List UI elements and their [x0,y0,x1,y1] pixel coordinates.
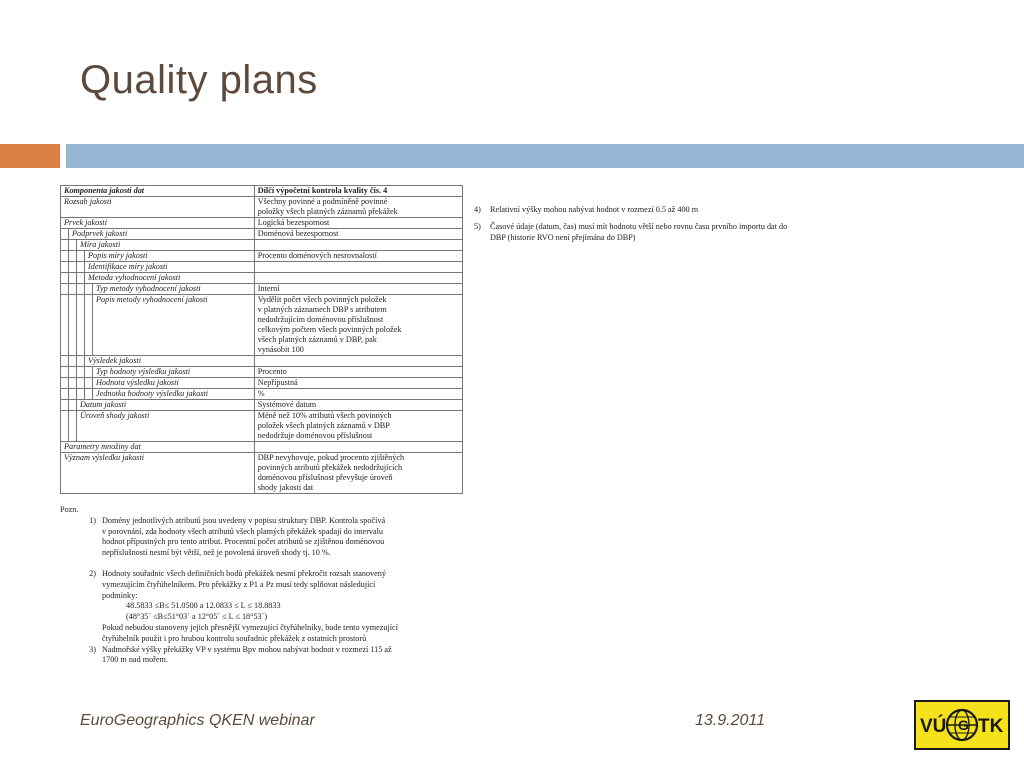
note-line: Relativní výšky mohou nabývat hodnot v rozmezí 0.5 až 400 m [490,205,699,214]
indent-cell [61,367,69,378]
indent-cell [69,378,77,389]
table-row [61,229,463,240]
logo-text-left: VÚ [920,716,947,737]
indent-cell [61,378,69,389]
value-line: % [257,389,265,398]
value-line: Interní [257,284,280,293]
table-row [61,442,463,453]
value-line: položky všech platných záznamů překážek [257,207,398,216]
indent-cell [69,262,77,273]
footer-event: EuroGeographics QKEN webinar [80,712,315,729]
note-formula: (48°35´ ≤B≤51°03´ a 12°05´ ≤ L ≤ 18°53´) [126,612,268,622]
indent-cell [77,389,85,400]
indent-cell [69,389,77,400]
indent-cell [61,389,69,400]
indent-cell [85,295,93,356]
value-line: Procento doménových nesrovnalostí [257,251,377,260]
value-line: Nepřípustná [257,378,298,387]
value-line: doménovou příslušnost převyšuje úroveň [257,473,393,482]
indent-cell [69,356,77,367]
component-value [254,400,462,411]
note-line: podmínky: [102,590,138,600]
vugtk-logo [914,700,1010,750]
indent-cell [61,262,69,273]
table-header-row [61,186,463,197]
value-line: shody jakosti dat [257,483,314,492]
component-label: Výsledek jakosti [85,356,255,367]
component-label: Popis metody vyhodnocení jakosti [93,295,255,356]
component-value [254,251,462,262]
component-label: Rozsah jakosti [61,197,255,218]
component-label: Identifikace míry jakosti [85,262,255,273]
indent-cell [77,251,85,262]
note-5 [474,222,934,244]
component-value [254,295,462,356]
note-line: Hodnoty souřadnic všech definičních bodů překážek nesmí překročit rozsah stanovený [102,568,386,578]
indent-cell [61,411,69,442]
table-row [61,218,463,229]
component-label: Míra jakosti [77,240,255,251]
value-line: vynásobit 100 [257,345,304,354]
component-value [254,197,462,218]
quality-table [60,185,463,494]
component-value [254,411,462,442]
value-line: Doménová bezespornost [257,229,339,238]
component-label: Význam výsledku jakosti [61,453,255,494]
value-line: Méně než 10% atributů všech povinných [257,411,392,420]
indent-cell [77,284,85,295]
note-line: v porovnání, zda hodnoty všech atributů všech platných překážek spadají do intervalu [102,526,384,536]
indent-cell [85,378,93,389]
indent-cell [61,229,69,240]
value-line: Vydělit počet všech povinných položek [257,295,387,304]
indent-cell [77,295,85,356]
indent-cell [85,389,93,400]
note-line: Domény jednotlivých atributů jsou uvedeny v popisu struktury DBP. Kontrola spočívá [102,515,386,525]
accent-bar-orange [0,144,60,168]
value-line [258,273,459,283]
note-number: 1) [89,515,96,525]
table-row [61,251,463,262]
accent-bar-blue [66,144,1024,168]
indent-cell [69,284,77,295]
note-line: nepříslušností nesmí být větší, než je povolená úroveň shody tj. 10 %. [102,548,331,558]
component-value [254,284,462,295]
component-value [254,378,462,389]
value-line: položek všech platných záznamů v DBP [257,421,390,430]
indent-cell [69,367,77,378]
component-label: Typ metody vyhodnocení jakosti [93,284,255,295]
note-line: hodnot přípustných pro tento atribut. Procentní počet atributů se zjištěnou doménovou [102,537,385,547]
component-label: Typ hodnoty výsledku jakosti [93,367,255,378]
indent-cell [77,356,85,367]
table-row [61,284,463,295]
indent-cell [69,411,77,442]
slide-title: Quality plans [80,58,318,102]
value-line: Logická bezespornost [257,218,330,227]
note-number: 5) [474,221,481,231]
indent-cell [61,284,69,295]
table-row [61,400,463,411]
component-label: Hodnota výsledku jakosti [93,378,255,389]
component-value [254,453,462,494]
footer-date: 13.9.2011 [695,712,765,729]
table-row [61,356,463,367]
note-line: Nadmořské výšky překážky VP v systému Bpv mohou nabývat hodnot v rozmezí 115 až [102,644,392,654]
indent-cell [69,273,77,284]
value-line: nedodržujícím doménovou příslušnost [257,315,384,324]
indent-cell [61,251,69,262]
table-row [61,197,463,218]
note-number: 3) [89,644,96,654]
indent-cell [61,295,69,356]
note-2 [60,569,480,601]
note-number: 2) [89,568,96,578]
component-label: Parametry množiny dat [61,442,255,453]
component-value [254,356,462,367]
indent-cell [69,240,77,251]
indent-cell [77,378,85,389]
component-value [254,367,462,378]
value-line: celkovým počtem všech povinných položek [257,325,402,334]
value-line [258,442,459,452]
note-line: DBP (historie RVO není přejímána do DBP) [490,232,636,242]
component-label: Popis míry jakosti [85,251,255,262]
indent-cell [85,367,93,378]
indent-cell [61,273,69,284]
component-value [254,389,462,400]
component-value [254,442,462,453]
value-line: povinných atributů překážek nedodržujících [257,463,403,472]
note-3 [60,645,480,667]
component-label: Datum jakosti [77,400,255,411]
value-line: Všechny povinné a podmíněně povinné [257,197,388,206]
note-1 [60,516,480,559]
component-label: Metoda vyhodnocení jakosti [85,273,255,284]
indent-cell [61,400,69,411]
indent-cell [85,284,93,295]
table-row [61,367,463,378]
component-value [254,218,462,229]
note-formula: 48.5833 ≤B≤ 51.0500 a 12.0833 ≤ L ≤ 18.8833 [126,601,281,611]
component-value [254,262,462,273]
note-line: 1700 m nad mořem. [102,655,168,665]
component-value [254,229,462,240]
table-row [61,295,463,356]
component-label: Podprvek jakosti [69,229,255,240]
note-line: čtyřúhelník použit i pro hrubou kontrolu souřadnic překážek z ostatních prostorů [102,633,367,643]
indent-cell [69,400,77,411]
table-row [61,262,463,273]
note-line: vymezujícím čtyřúhelníkem. Pro překážky z P1 a Pz musí tedy splňovat následující [102,579,376,589]
table-header-left: Komponenta jakosti dat [61,186,255,197]
table-header-right: Dílčí výpočetní kontrola kvality čís. 4 [254,186,462,197]
table-row [61,411,463,442]
indent-cell [77,262,85,273]
indent-cell [69,251,77,262]
note-4 [474,205,934,216]
component-label: Prvek jakosti [61,218,255,229]
table-row [61,389,463,400]
component-value [254,273,462,284]
indent-cell [61,356,69,367]
indent-cell [77,367,85,378]
value-line [258,240,459,250]
note-number: 4) [474,205,481,214]
value-line: v platných záznamech DBP s atributem [257,305,387,314]
value-line: DBP nevyhovuje, pokud procento zjištěných [257,453,405,462]
value-line: nedodržuje doménovou příslušnost [257,431,373,440]
table-row [61,240,463,251]
component-value [254,240,462,251]
table-row [61,378,463,389]
indent-cell [61,240,69,251]
component-label: Jednotka hodnoty výsledku jakosti [93,389,255,400]
right-notes-block [474,205,934,249]
value-line: Systémové datum [257,400,317,409]
table-row [61,273,463,284]
component-label: Úroveň shody jakosti [77,411,255,442]
value-line: Procento [257,367,287,376]
notes-heading: Pozn. [60,505,79,514]
indent-cell [69,295,77,356]
value-line [258,262,459,272]
table-row [61,453,463,494]
logo-text-right: TK [978,716,1004,737]
value-line: všech platných záznamů v DBP, pak [257,335,377,344]
value-line [258,356,459,366]
indent-cell [77,273,85,284]
notes-block [60,505,480,666]
logo-text-g: G [958,717,969,733]
note-line: Pokud nebudou stanoveny jejich přesnější vymezující čtyřúhelníky, bude tento vymezující [102,622,398,632]
note-line: Časové údaje (datum, čas) musí mít hodnotu větší nebo rovnu času prvního importu dat do [490,221,788,231]
